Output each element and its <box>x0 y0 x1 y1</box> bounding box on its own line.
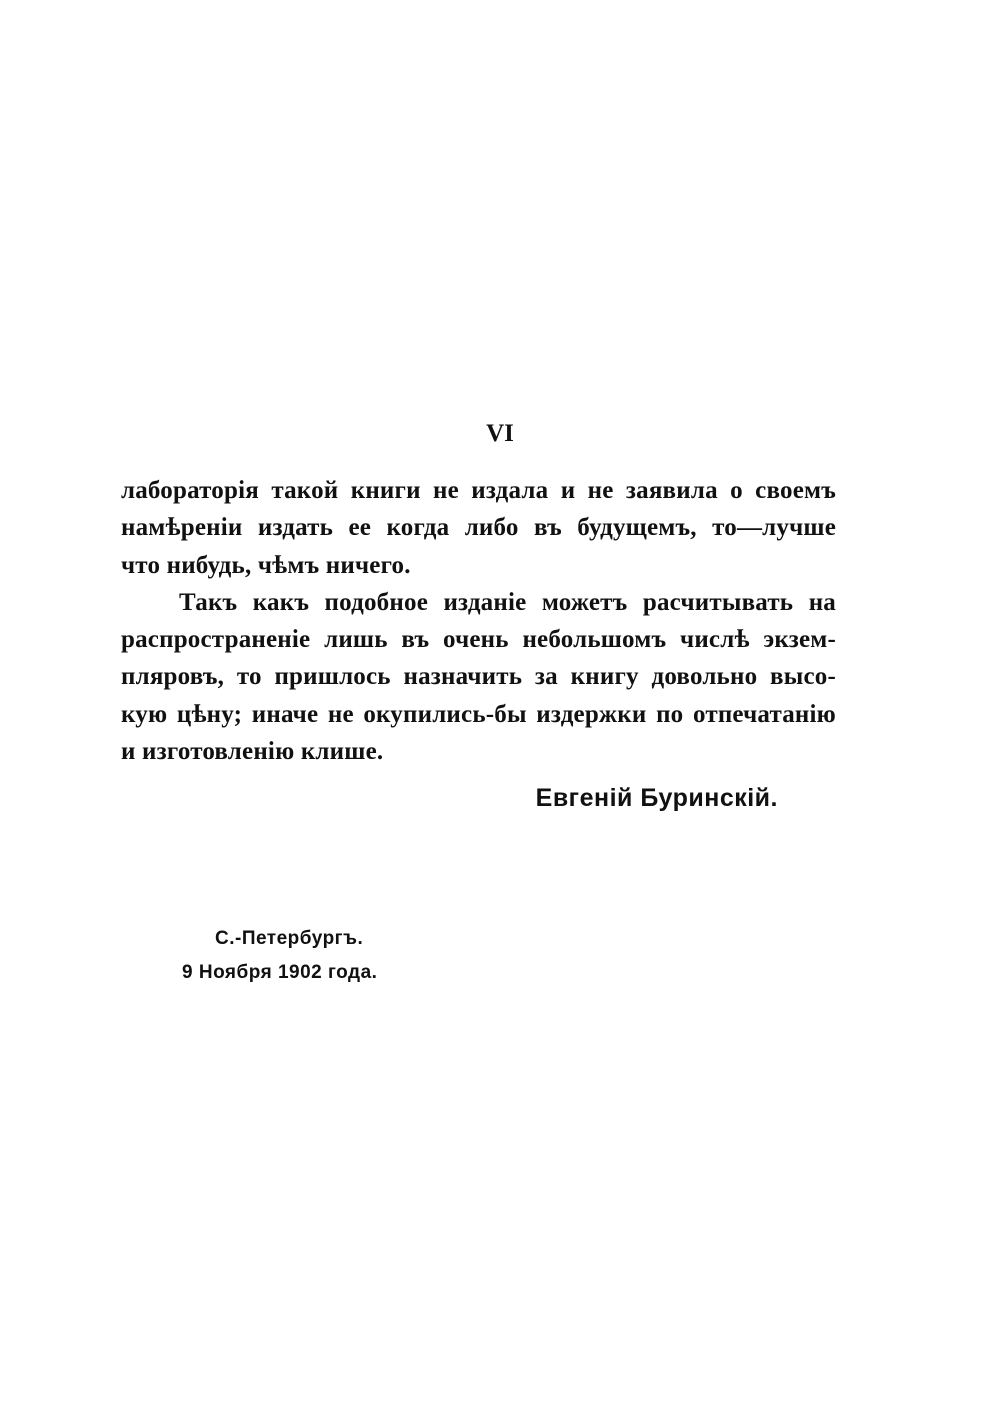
text-line: распространеніе лишь въ очень небольшомъ числѣ экзем- <box>121 626 836 654</box>
text-line: лабораторія такой книги не издала и не заявила о своемъ <box>121 477 836 504</box>
body-text <box>121 472 836 770</box>
text-line: пляровъ, то пришлось назначить за книгу довольно высо- <box>121 663 836 691</box>
paragraph <box>121 584 836 770</box>
paragraph <box>121 472 836 584</box>
place-line: С.-Петербургъ. <box>215 928 364 949</box>
text-line: Такъ какъ подобное изданіе можетъ расчитывать на <box>179 588 836 616</box>
page-number: VI <box>486 420 514 447</box>
text-line: кую цѣну; иначе не окупились-бы издержки по отпечатанію <box>121 700 836 728</box>
date-line: 9 Ноября 1902 года. <box>182 962 378 983</box>
text-line: намѣреніи издать ее когда либо въ будущемъ, то—лучше <box>121 514 836 542</box>
text-line: и изготовленію клише. <box>121 738 384 766</box>
text-line: что нибудь, чѣмъ ничего. <box>121 551 411 579</box>
author-signature: Евгеній Буринскій. <box>535 784 778 812</box>
